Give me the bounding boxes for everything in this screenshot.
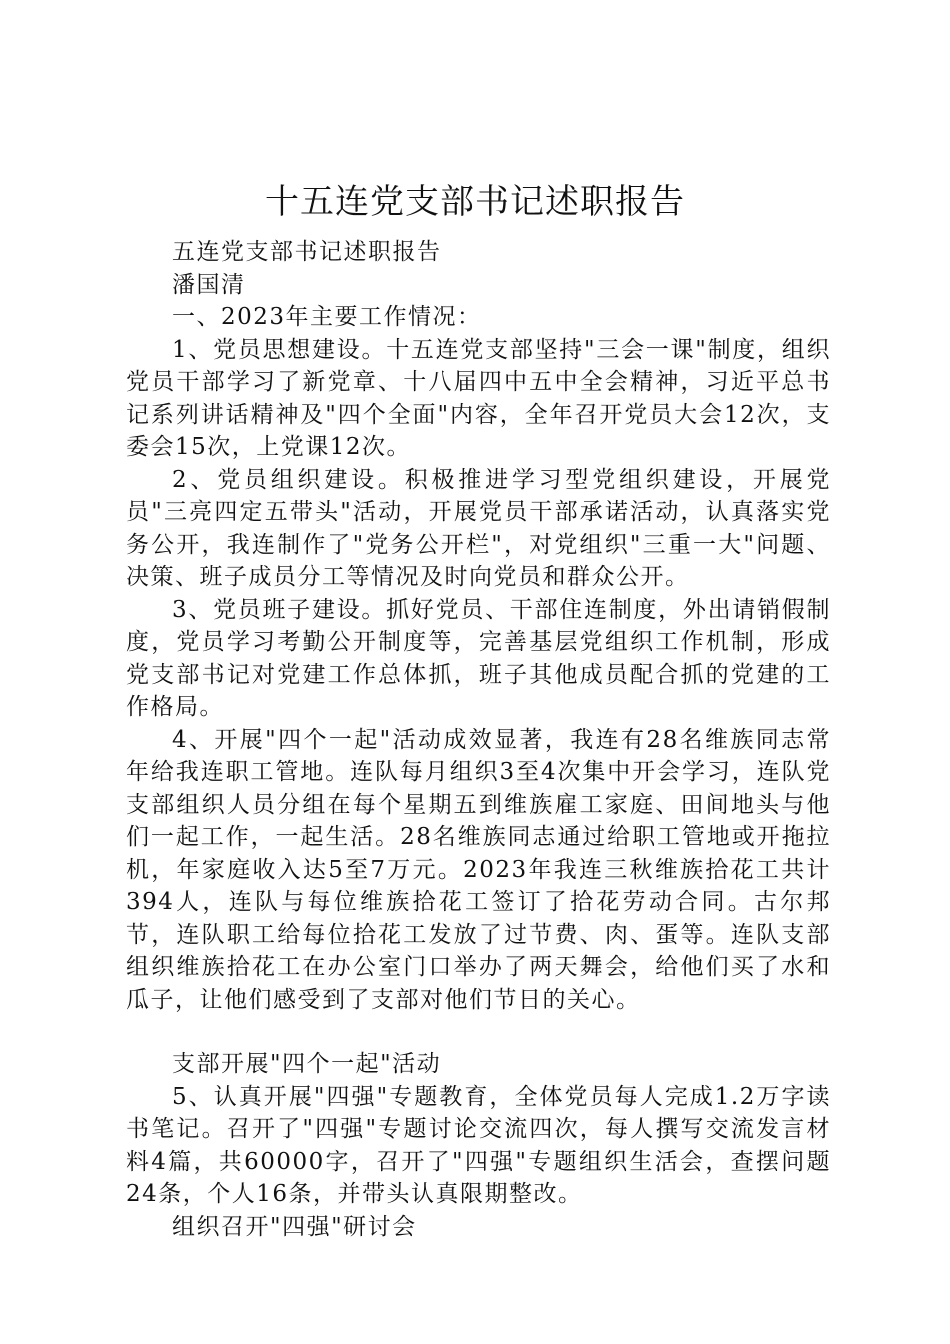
paragraph-1: 1、党员思想建设。十五连党支部坚持"三会一课"制度，组织党员干部学习了新党章、十八届四中五中全会精神，习近平总书记系列讲话精神及"四个全面"内容，全年召开党员大会12次，支委会15次，上党课12次。: [126, 336, 831, 460]
image-caption-seminar: 组织召开"四强"研讨会: [172, 1213, 417, 1240]
subtitle-line: 五连党支部书记述职报告: [172, 239, 442, 265]
author-line: 潘国清: [172, 271, 246, 298]
section-heading: 一、2023年主要工作情况：: [172, 304, 482, 330]
paragraph-4: 4、开展"四个一起"活动成效显著，我连有28名维族同志常年给我连职工管地。连队每月组织3至4次集中开会学习，连队党支部组织人员分组在每个星期五到维族雇工家庭、田间地头与他们一起工作，一起生活。28名维族同志通过给职工管地或开拖拉机，年家庭收入达5至7万元。2023年我连三秋维族拾花工共计394人，连队与每位维族拾花工签订了拾花劳动合同。古尔邦节，连队职工给每位拾花工发放了过节费、肉、蛋等。连队支部组织维族拾花工在办公室门口举办了两天舞会，给他们买了水和瓜子，让他们感受到了支部对他们节日的关心。: [126, 726, 831, 1013]
paragraph-5: 5、认真开展"四强"专题教育，全体党员每人完成1.2万字读书笔记。召开了"四强"专题讨论交流四次，每人撰写交流发言材料4篇，共60000字，召开了"四强"专题组织生活会，查摆问题24条，个人16条，并带头认真限期整改。: [126, 1083, 831, 1207]
image-caption-activity: 支部开展"四个一起"活动: [172, 1051, 442, 1077]
paragraph-3: 3、党员班子建设。抓好党员、干部住连制度，外出请销假制度，党员学习考勤公开制度等，完善基层党组织工作机制，形成党支部书记对党建工作总体抓，班子其他成员配合抓的党建的工作格局。: [126, 596, 831, 720]
document-title: 十五连党支部书记述职报告: [265, 182, 685, 222]
document-body: [126, 236, 831, 1243]
paragraph-2: 2、党员组织建设。积极推进学习型党组织建设，开展党员"三亮四定五带头"活动，开展党员干部承诺活动，认真落实党务公开，我连制作了"党务公开栏"，对党组织"三重一大"问题、决策、班子成员分工等情况及时向党员和群众公开。: [126, 466, 831, 590]
